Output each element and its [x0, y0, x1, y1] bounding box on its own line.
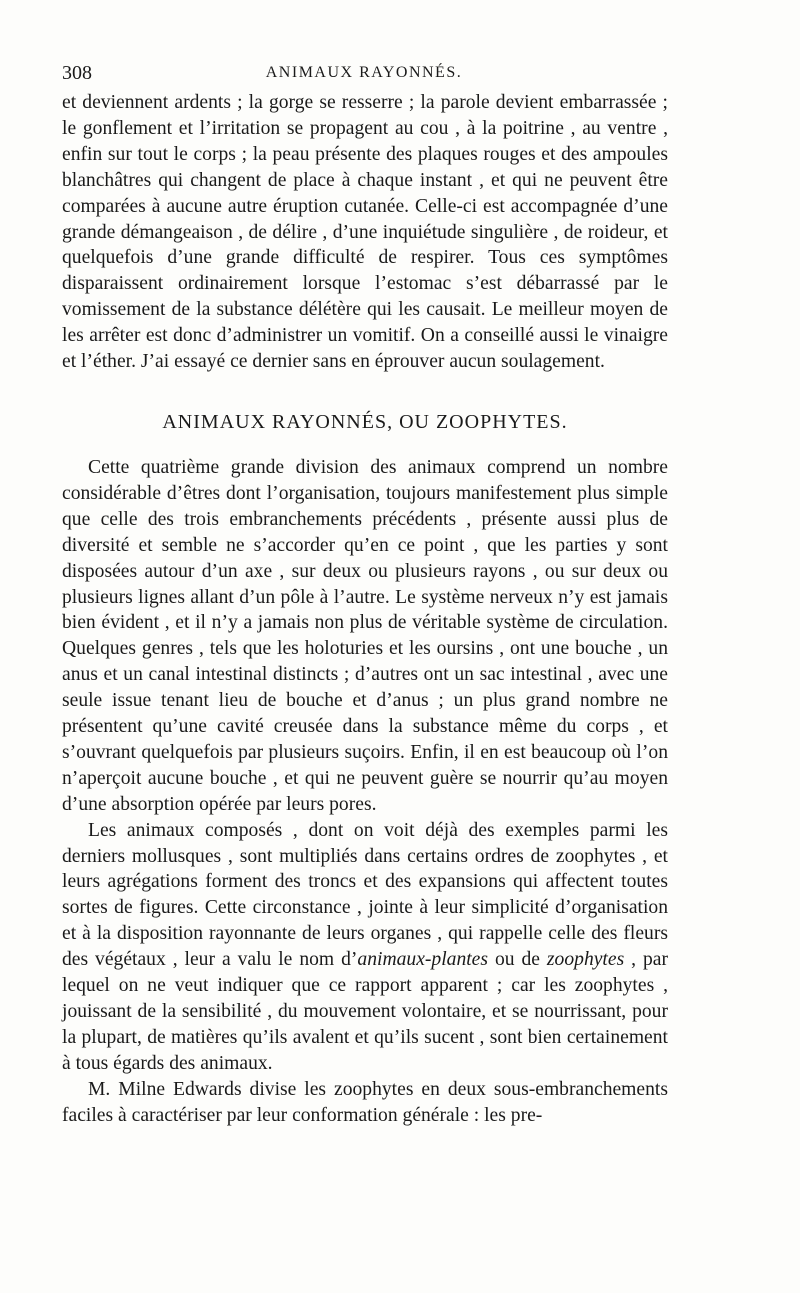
- text-run: Les animaux composés , dont on voit déjà des exemples parmi les derniers mollusques , sont multipliés dans certains ordres de zoophytes , et leurs agrégations forment des troncs et des expansions qui affectent toutes sortes de figures. Cette circonstance , jointe à leur simplicité d’organisation et à la disposition rayonnante de leurs organes , qui rappelle celle des fleurs des végétaux , leur a valu le nom d’: [62, 819, 668, 971]
- page-header: [62, 62, 666, 86]
- italic-term-animaux-plantes: animaux-plantes: [357, 949, 489, 971]
- text-run: ou de: [488, 949, 547, 971]
- page-number: 308: [62, 62, 92, 84]
- text-run: , par lequel on ne veut indiquer que ce rapport apparent ; car les zoophytes , jouissant de la sensibilité , du mouvement volontaire, et se nourrissant, pour la plupart, de matières qu’ils avalent et qu’ils sucent , sont bien certainement à tous égards des animaux.: [62, 949, 668, 1074]
- paragraph-milne-edwards: M. Milne Edwards divise les zoophytes en deux sous-embranchements faciles à caractériser par leur conformation générale : les pre-: [62, 1078, 668, 1126]
- paragraph-animaux-composes: [62, 818, 668, 1077]
- paragraph-continuation: et deviennent ardents ; la gorge se resserre ; la parole devient embarrassée ; le gonflement et l’irritation se propagent au cou , à la poitrine , au ventre , enfin sur tout le corps ; la peau présente des plaques rouges et des ampoules blanchâtres qui changent de place à chaque instant , et qui ne peuvent être comparées à aucune autre éruption cutanée. Celle-ci est accompagnée d’une grande démangeaison , de délire , d’une inquiétude singulière , de roideur, et quelquefois d’une grande difficulté de respirer. Tous ces symptômes disparaissent ordinairement lorsque l’estomac s’est débarrassé par le vomissement de la substance délétère qui les causait. Le meilleur moyen de les arrêter est donc d’administrer un vomitif. On a conseillé aussi le vinaigre et l’éther. J’ai essayé ce dernier sans en éprouver aucun soulagement.: [62, 92, 668, 373]
- section-title: ANIMAUX RAYONNÉS, OU ZOOPHYTES.: [162, 410, 568, 433]
- running-head: ANIMAUX RAYONNÉS.: [265, 64, 463, 81]
- paragraph-zoophytes-intro: Cette quatrième grande division des animaux comprend un nombre considérable d’êtres dont l’organisation, toujours manifestement plus simple que celle des trois embranchements précédents , présente aussi plus de diversité et semble ne s’accorder qu’en ce point , que les parties y sont disposées autour d’un axe , sur deux ou plusieurs rayons , ou sur deux ou plusieurs lignes allant d’un pôle à l’autre. Le système nerveux n’y est jamais bien évident , et il n’y a jamais non plus de véritable système de circulation. Quelques genres , tels que les holoturies et les oursins , ont une bouche , un anus et un canal intestinal distincts ; d’autres ont un sac intestinal , avec une seule issue tenant lieu de bouche et d’anus ; un plus grand nombre ne présentent qu’une cavité creusée dans la substance même du corps , et s’ouvrant quelquefois par plusieurs suçoirs. Enfin, il en est beaucoup où l’on n’aperçoit aucune bouche , et qui ne peuvent guère se nourrir qu’au moyen d’une absorption opérée par leurs pores.: [62, 456, 668, 815]
- body-text: [62, 90, 668, 1129]
- italic-term-zoophytes: zoophytes: [546, 949, 625, 971]
